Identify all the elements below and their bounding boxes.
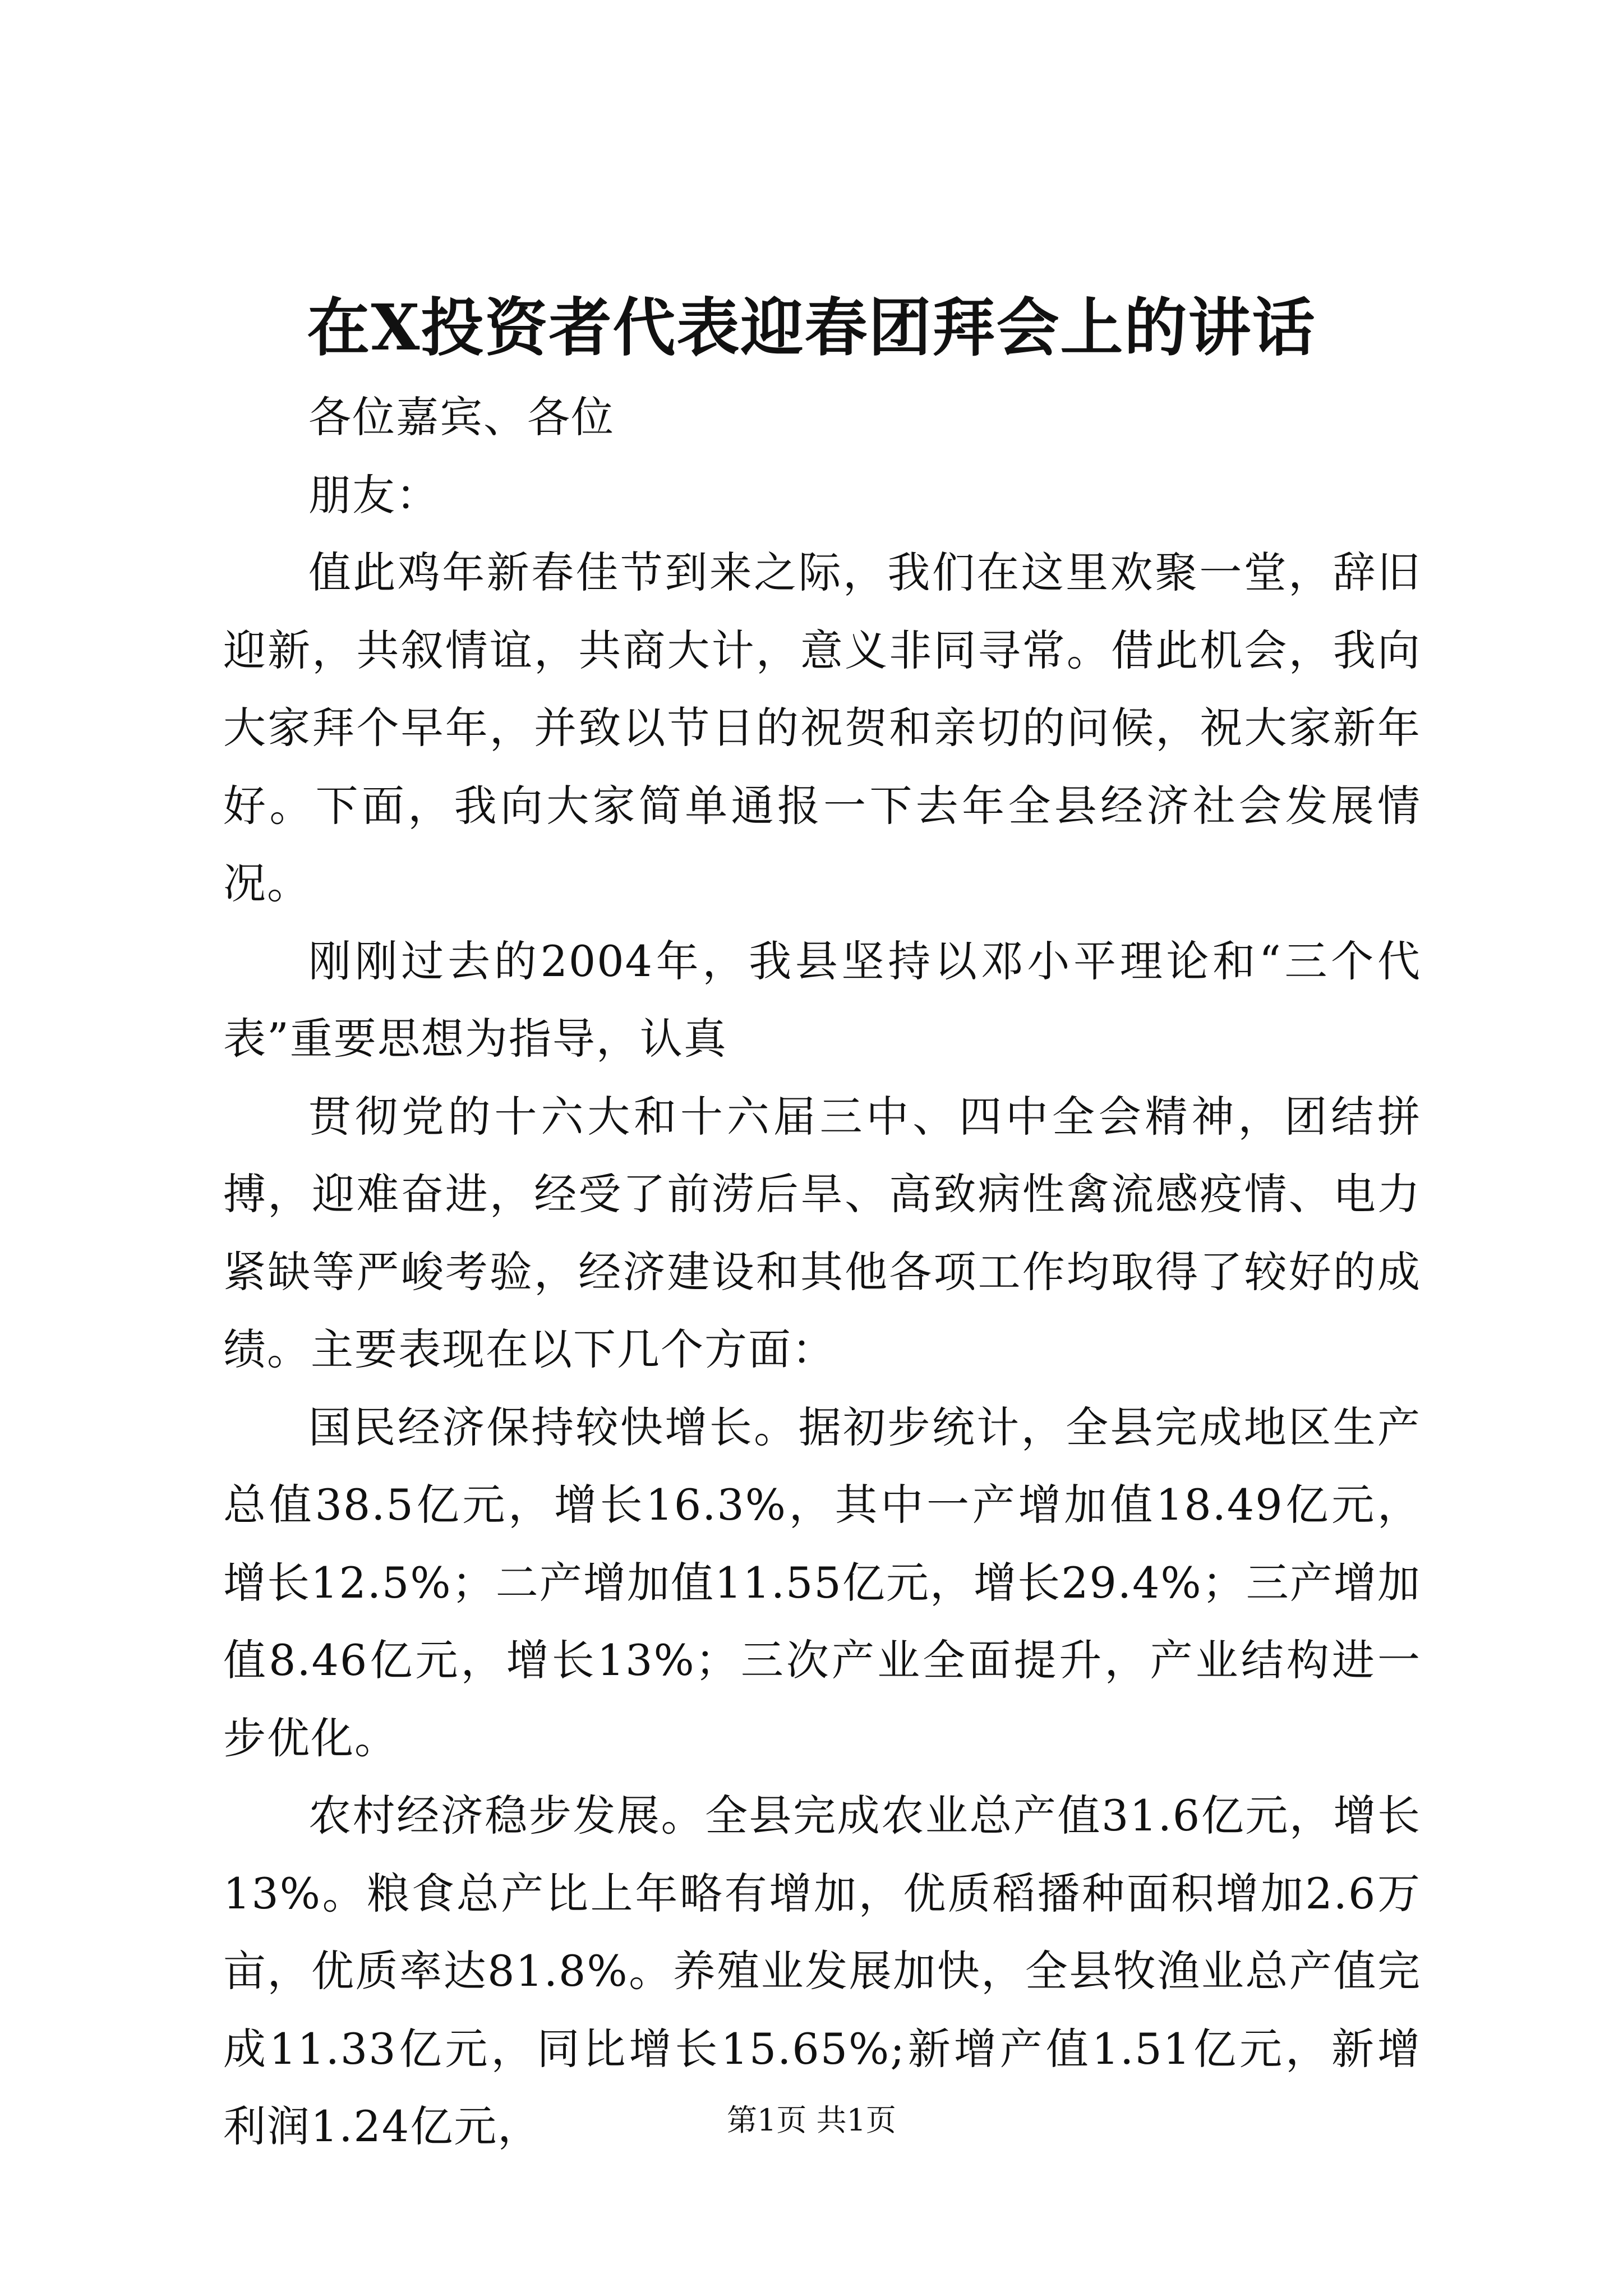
paragraph-achievements: 贯彻党的十六大和十六届三中、四中全会精神，团结拼搏，迎难奋进，经受了前涝后旱、高致病性禽流感疫情、电力紧缺等严峻考验，经济建设和其他各项工作均取得了较好的成绩。主要表现在以下几个方面： [223,1091,1421,1374]
salutation-line-1: 各位嘉宾、各位 [308,392,615,442]
document-title: 在X投资者代表迎春团拜会上的讲话 [307,291,1316,365]
page-number-footer: 第1页 共1页 [727,2102,896,2138]
paragraph-economy: 国民经济保持较快增长。据初步统计，全县完成地区生产总值38.5亿元，增长16.3%，其中一产增加值18.49亿元，增长12.5%；二产增加值11.55亿元，增长29.4%；三产增加值8.46亿元，增长13%；三次产业全面提升，产业结构进一步优化。 [223,1402,1421,1763]
salutation-line-2: 朋友： [308,470,440,520]
paragraph-rural-economy: 农村经济稳步发展。全县完成农业总产值31.6亿元，增长13%。粮食总产比上年略有增加，优质稻播种面积增加2.6万亩，优质率达81.8%。养殖业发展加快，全县牧渔业总产值完成11.33亿元，同比增长15.65%;新增产值1.51亿元，新增利润1.24亿元， [223,1791,1421,2151]
document-body [223,379,1421,2166]
paragraph-greeting: 值此鸡年新春佳节到来之际，我们在这里欢聚一堂，辞旧迎新，共叙情谊，共商大计，意义非同寻常。借此机会，我向大家拜个早年，并致以节日的祝贺和亲切的问候，祝大家新年好。下面，我向大家简单通报一下去年全县经济社会发展情况。 [223,547,1421,908]
paragraph-intro: 刚刚过去的2004年，我县坚持以邓小平理论和“三个代表”重要思想为指导，认真 [223,936,1421,1064]
